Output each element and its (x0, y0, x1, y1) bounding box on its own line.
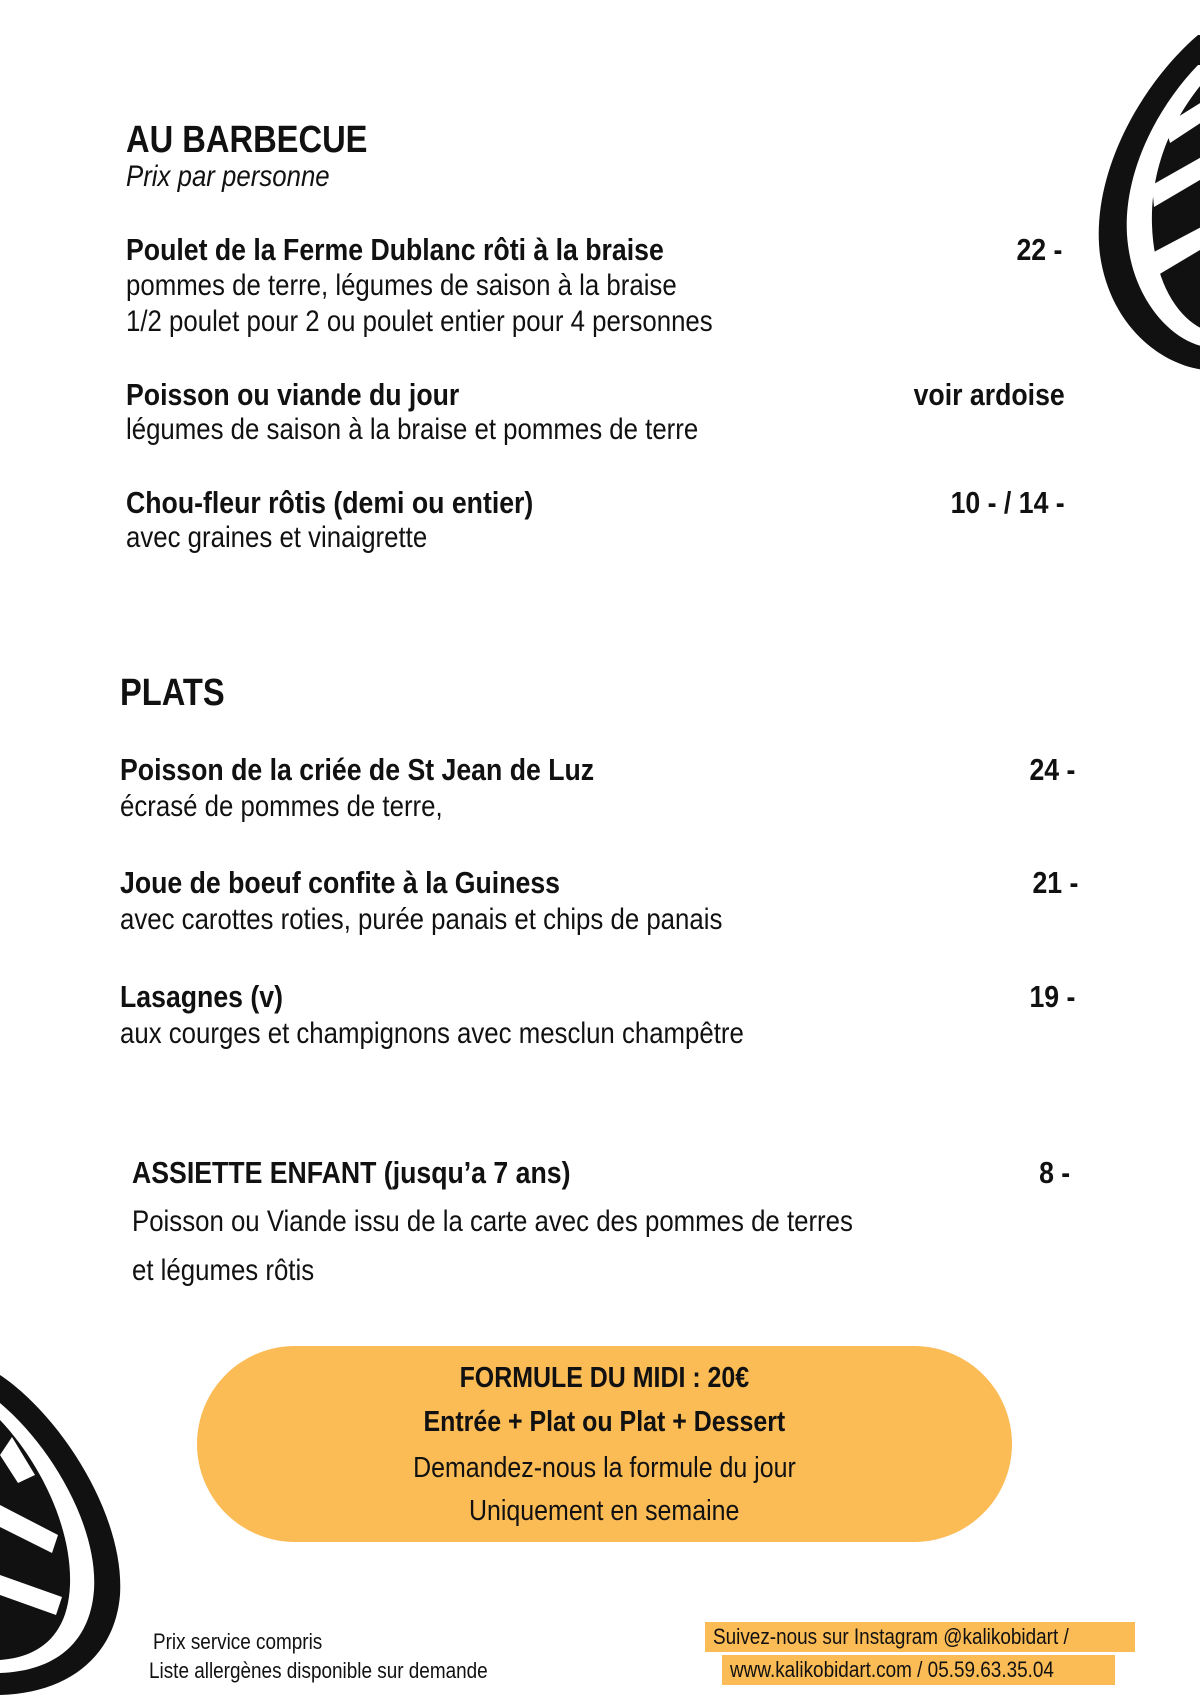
dish-description: légumes de saison à la braise et pommes de terre (126, 413, 699, 446)
dish-description: pommes de terre, légumes de saison à la braise (126, 269, 677, 302)
section-subtitle-barbecue: Prix par personne (126, 160, 330, 193)
dish-price: 19 - (1029, 979, 1075, 1014)
dish-name: Lasagnes (v) (120, 979, 283, 1014)
footer-service-note: Prix service compris (153, 1629, 323, 1654)
formula-title: FORMULE DU MIDI : 20€ (459, 1362, 750, 1394)
formula-banner (197, 1346, 1012, 1542)
section-title-barbecue: AU BARBECUE (126, 119, 368, 161)
dish-description: écrasé de pommes de terre, (120, 790, 443, 823)
section-title-plats: PLATS (120, 672, 225, 714)
dish-description: avec graines et vinaigrette (126, 521, 428, 554)
dish-price: 21 - (1032, 865, 1078, 900)
footer-website-phone: www.kalikobidart.com / 05.59.63.35.04 (722, 1655, 1115, 1685)
dish-name-enfant: ASSIETTE ENFANT (jusqu’a 7 ans) (132, 1155, 571, 1190)
footer-social-line: Suivez-nous sur Instagram @kalikobidart / (705, 1622, 1135, 1652)
footer-allergen-note: Liste allergènes disponible sur demande (149, 1658, 488, 1683)
dish-description: et légumes rôtis (132, 1254, 315, 1287)
dish-name: Poulet de la Ferme Dublanc rôti à la braise (126, 232, 664, 267)
dish-name: Chou-fleur rôtis (demi ou entier) (126, 485, 534, 520)
dish-name: Poisson de la criée de St Jean de Luz (120, 752, 595, 787)
leaf-icon (0, 1375, 130, 1700)
leaf-icon (1080, 25, 1200, 375)
dish-price-enfant: 8 - (1038, 1155, 1070, 1190)
dish-price: 22 - (1016, 232, 1062, 267)
dish-price: 10 - / 14 - (950, 485, 1065, 520)
dish-name: Joue de boeuf confite à la Guiness (120, 865, 560, 900)
dish-description: avec carottes roties, purée panais et chips de panais (120, 903, 723, 936)
dish-description: 1/2 poulet pour 2 ou poulet entier pour 4 personnes (126, 305, 713, 338)
dish-description: aux courges et champignons avec mesclun champêtre (120, 1017, 744, 1050)
dish-description: Poisson ou Viande issu de la carte avec des pommes de terres (132, 1205, 853, 1238)
dish-price: 24 - (1029, 752, 1075, 787)
formula-line: Uniquement en semaine (469, 1495, 740, 1527)
formula-line: Demandez-nous la formule du jour (413, 1452, 796, 1484)
dish-price: voir ardoise (913, 377, 1065, 412)
formula-subtitle: Entrée + Plat ou Plat + Dessert (423, 1406, 786, 1438)
dish-name: Poisson ou viande du jour (126, 377, 460, 412)
